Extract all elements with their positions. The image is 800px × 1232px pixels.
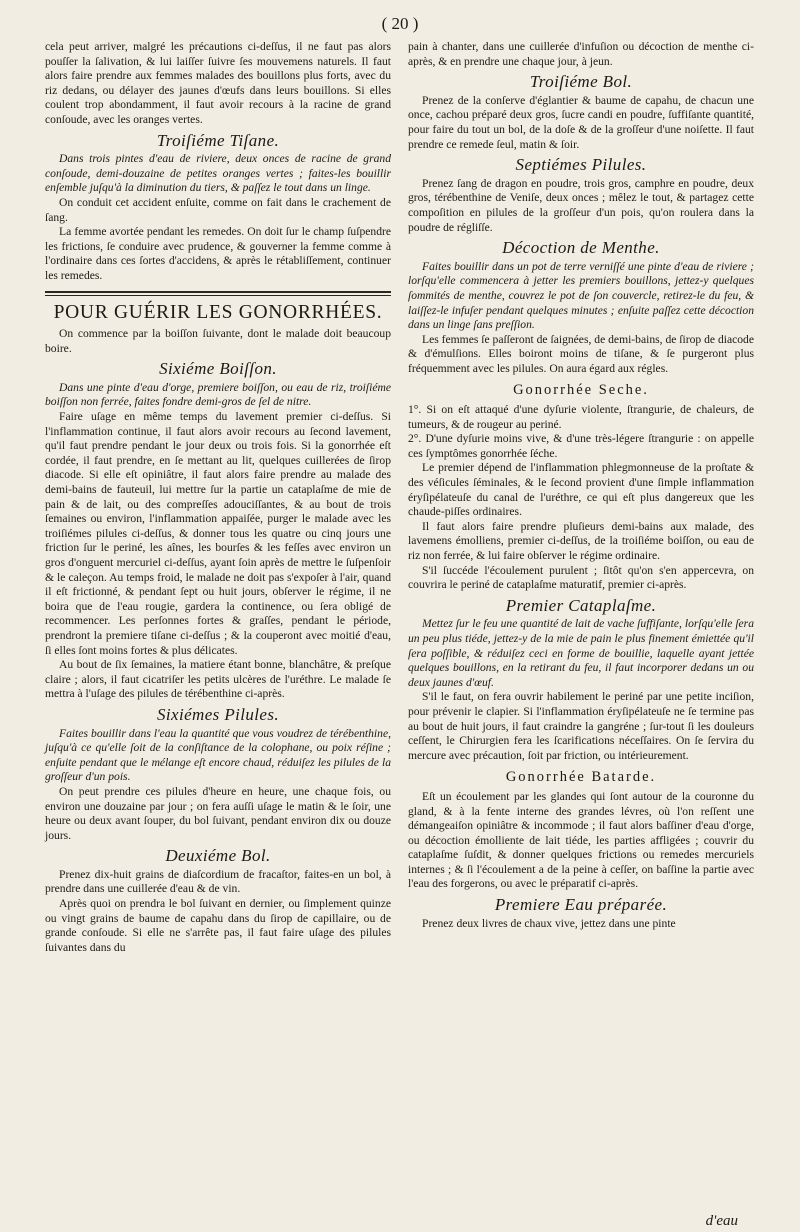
heading-decoction-menthe: Décoction de Menthe.: [502, 238, 660, 258]
paragraph: On peut prendre ces pilules d'heure en heure, une chaque fois, ou environ une douzaine par jour ; on fera auſſi uſage le matin & le ſoir, une heure ou deux avant ſouper, du bol ſuivant, pendant environ dix ou douze jours.: [45, 784, 391, 842]
heading-sixieme-boisson: Sixiéme Boiſſon.: [159, 359, 277, 379]
heading-premiere-eau: Premiere Eau préparée.: [494, 895, 668, 915]
paragraph: La femme avortée pendant les remedes. On doit ſur le champ ſuſpendre les frictions, ſe conduire avec prudence, & gouverner la femme comme à l'ordinaire dans ces ſortes d'accidens, & après le rétabliſſement, continuer les remedes.: [45, 225, 391, 282]
heading-sixiemes-pilules: Sixiémes Pilules.: [157, 704, 279, 724]
paragraph: Faire uſage en même temps du lavement premier ci-deſſus. Si l'inflammation continue, il faut alors avoir recours au ſecond lavement, qu'il faut prendre pendant le jour deux ou trois fois. Si la gonorrhée eſt cordée, il faut prendre, en ſe mettant au lit, quelques cuillerées de ſirop diacode. Si elle eſt opiniâtre, il faut alors faire prendre au malade des demi-bains de fauteuil, lui mettre ſur la partie un cataplaſme de mie de pain & de lait, ou des compreſſes adouciſſantes, & au bout de trois ſemaines ou environ, l'inflammation appaiſée, purger le malade avec les troiſiémes pilules ci-deſſus, & donner tous les quatre ou cinq jours une friction ſur le periné, les aînes, les bourſes & les feſſes avec environ un gros d'onguent mercuriel ci-deſſus, ayant ſoin après de mettre le ſuſpenſoir & le caleçon. Au temps froid, le malade ne doit pas s'expoſer à l'air, quand il eſt frictionné, & pendant ſept ou huit jours, obſerver le régime, il ne boira que de l'eau rougie, gardera la continence, ou ſera obligé de recommencer. Les perſonnes fortes & graſſes, pendant le période, prendront la premiere tiſane ci-deſſus ; & la couperont avec moitié d'eau, ſi elles ſont moins fortes & plus délicates.: [45, 410, 391, 657]
paragraph: Les femmes ſe paſſeront de ſaignées, de demi-bains, de ſirop de diacode & d'émulſions. Elles boiront moins de tiſane, & ſe purgeront plus fréquemment avec les pilules. On aura égard aux régles.: [408, 332, 754, 375]
paragraph: pain à chanter, dans une cuillerée d'infuſion ou décoction de menthe ci-après, & en prendre une chaque jour, à jeun.: [408, 40, 754, 68]
section-divider: [45, 291, 391, 296]
left-column: [45, 40, 391, 955]
paragraph: Prenez deux livres de chaux vive, jettez dans une pinte: [422, 916, 676, 930]
catchword: d'eau: [705, 1213, 738, 1229]
paragraph: Le premier dépend de l'inflammation phlegmonneuse de la proſtate & des véſicules ſéminales, & le ſecond provient d'une ſimple inflammation éryſipélateuſe du canal de l'uréthre, ce qui eſt plus dangereux que les chaude-piſſes ordinaires.: [408, 461, 754, 519]
paragraph: On commence par la boiſſon ſuivante, dont le malade doit beaucoup boire.: [45, 327, 391, 355]
page-number: ( 20 ): [381, 14, 419, 33]
heading-gonorrhee-batarde: Gonorrhée Batarde.: [505, 769, 657, 786]
heading-gonorrhee-seche: Gonorrhée Seche.: [513, 382, 649, 399]
recipe-paragraph: Faites bouillir dans un pot de terre verniſſé une pinte d'eau de riviere ; lorſqu'elle commencera à jetter les premiers bouillons, jettez-y quelques ſommités de menthe, couvrez le pot de ſon couvercle, retirez-le du feu, & laiſſez-le infuſer pendant quelques minutes ; enſuite paſſez cette décoction dans un linge ſans preſſion.: [408, 259, 754, 332]
paragraph: S'il le faut, on fera ouvrir habilement le periné par une petite inciſion, pour prévenir le clapier. Si l'inflammation éryſipélateuſe ne ſe termine pas au bout de huit jours, il faut craindre la gangréne ; ſur-tout ſi les douleurs ceſſent, le Chirurgien fera les ſcarifications néceſſaires. On ſe ſervira du mercure avec précaution, ſoit par friction, ou intérieurement.: [408, 690, 754, 762]
recipe-paragraph: Mettez ſur le feu une quantité de lait de vache ſuffiſante, lorſqu'elle ſera un peu plus tiéde, jettez-y de la mie de pain le plus finement émiettée qu'il ſera poſſible, & réduiſez ceci en forme de bouillie, laquelle ayant jettée quelques bouillons, en la retirant du feu, il faut incorporer dedans un ou deux jaunes d'œuf.: [408, 617, 754, 689]
section-title: POUR GUÉRIR LES GONORRHÉES.: [53, 301, 383, 323]
paragraph: Prenez de la conſerve d'églantier & baume de capahu, de chacun une once, cachou préparé deux gros, ſucre candi en poudre, ſuffiſante quantité, pour faire du tout un bol, de la doſe & de la groſſeur d'une noiſette. Il faut prendre ce remede ſeul, matin & ſoir.: [408, 93, 754, 151]
right-column: [408, 40, 754, 931]
paragraph: S'il ſuccéde l'écoulement purulent ; ſitôt qu'on s'en appercevra, on couvrira le periné de cataplaſme maturatif, premier ci-après.: [408, 563, 754, 592]
recipe-paragraph: Faites bouillir dans l'eau la quantité que vous voudrez de térébenthine, juſqu'à ce qu'elle ſoit de la conſiſtance de la colophane, ou poix réſine ; enſuite pendant que le mélange eſt encore chaud, réduiſez les pilules de la groſſeur d'un pois.: [45, 726, 391, 784]
heading-septiemes-pilules: Septiémes Pilules.: [515, 155, 647, 175]
heading-troisieme-tisane: Troiſiéme Tiſane.: [156, 130, 280, 150]
recipe-paragraph: Dans trois pintes d'eau de riviere, deux onces de racine de grand conſoude, demi-douzaine de petites oranges vertes ; faites-les bouillir enſemble juſqu'à la diminution du tiers, & paſſez le tout dans un linge.: [45, 152, 391, 195]
paragraph: Après quoi on prendra le bol ſuivant en dernier, ou ſimplement quinze ou vingt grains de baume de capahu dans du ſirop de capillaire, ou de grande conſoude. Si elle ne s'arrête pas, il faut faire uſage des pilules ſuivantes dans du: [45, 897, 391, 954]
paragraph: 1°. Si on eſt attaqué d'une dyſurie violente, ſtrangurie, de chaleurs, de tumeurs, & de rougeur au periné.: [408, 403, 754, 431]
recipe-paragraph: Dans une pinte d'eau d'orge, premiere boiſſon, ou eau de riz, troiſiéme boiſſon non ferrée, faites fondre demi-gros de ſel de nitre.: [45, 380, 391, 409]
heading-premier-cataplasme: Premier Cataplaſme.: [505, 595, 657, 615]
paragraph: cela peut arriver, malgré les précautions ci-deſſus, il ne faut pas alors pouſſer la ſalivation, & lui laiſſer ſuivre ſes mouvemens naturels. Il faut alors faire prendre aux femmes malades des bouillons plus forts, avec du riz dedans, ou délayer des jaunes d'œufs dans leurs bouillons. Si elles coulent trop abondamment, il faut avoir recours à la racine de grand conſoude, avec les oranges vertes.: [45, 40, 391, 126]
paragraph: Prenez ſang de dragon en poudre, trois gros, camphre en poudre, deux gros, térébenthine de Veniſe, deux onces ; mêlez le tout, & partagez cette compoſition en pilules de la groſſeur d'un pois, qu'on roulera dans la poudre de régliſſe.: [408, 176, 754, 234]
heading-troisieme-bol: Troiſiéme Bol.: [529, 72, 633, 92]
paragraph: Eſt un écoulement par les glandes qui ſont autour de la couronne du gland, & à la fente interne des grandes lévres, où l'on reſſent une démangeaiſon opiniâtre & incommode ; il faut alors baſſiner d'eau d'orge, ou décoction émolliente de lait tiéde, les parties affligées ; couvrir du cataplaſme ſuſdit, & donner quelques frictions ou remedes mercuriels internes ; & ſi l'écoulement a de la peine à ceſſer, on baſſine la partie avec l'eau des forgerons, ou avec le préparatif ci-après.: [408, 789, 754, 891]
paragraph: Il faut alors faire prendre pluſieurs demi-bains aux malade, des lavemens émolliens, premier ci-deſſus, de la troiſiéme boiſſon, ou eau de riz non ferrée, & lui faire obſerver le régime ordinaire.: [408, 519, 754, 562]
paragraph: 2°. D'une dyſurie moins vive, & d'une très-légere ſtrangurie : on appelle ces ſymptômes gonorrhée ſéche.: [408, 432, 754, 460]
paragraph: On conduit cet accident enſuite, comme on fait dans le crachement de ſang.: [45, 195, 391, 224]
paragraph: Prenez dix-huit grains de diaſcordium de fracaſtor, faites-en un bol, à prendre dans une cuillerée d'eau & de vin.: [45, 867, 391, 896]
paragraph: Au bout de ſix ſemaines, la matiere étant bonne, blanchâtre, & preſque claire ; alors, il faut cicatriſer les petits ulcères de l'uréthre. Le malade ſe mettra à l'uſage des pilules de térébenthine ci-après.: [45, 658, 391, 701]
heading-deuxieme-bol: Deuxiéme Bol.: [165, 846, 271, 866]
